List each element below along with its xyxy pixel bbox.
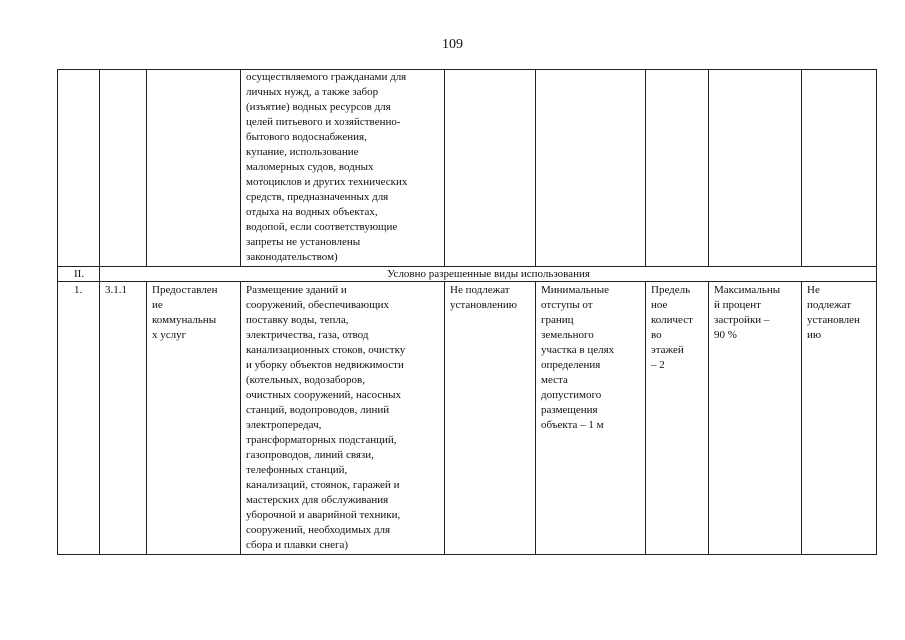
- page-number: 109: [442, 37, 463, 52]
- table-row: [58, 282, 877, 555]
- cell-area: Не подлежат установлению: [445, 282, 536, 555]
- land-use-table: [57, 69, 877, 555]
- cell-description: осуществляемого гражданами для личных нужд, а также забор (изъятие) водных ресурсов для целей питьевого и хозяйственно- бытового водоснабжения, купание, использование маломерных судов, водных мотоциклов и других технических средств, предназначенных для отдыха на водных объектах, водопой, если соответствующие запреты не установлены законодательством): [241, 70, 445, 267]
- cell-other: Не подлежат установлен ию: [802, 282, 877, 555]
- cell-number: 1.: [58, 282, 100, 555]
- section-row: [58, 267, 877, 282]
- cell-other: [802, 70, 877, 267]
- cell-description: Размещение зданий и сооружений, обеспечивающих поставку воды, тепла, электричества, газа, отвод канализационных стоков, очистку и уборку объектов недвижимости (котельных, водозаборов, очистных сооружений, насосных станций, водопроводов, линий электропередач, трансформаторных подстанций, газопроводов, линий связи, телефонных станций, канализаций, стоянок, гаражей и мастерских для обслуживания уборочной и аварийной техники, сооружений, необходимых для сбора и плавки снега): [241, 282, 445, 555]
- cell-number: [58, 70, 100, 267]
- cell-setbacks: Минимальные отступы от границ земельного участка в целях определения места допустимого размещения объекта – 1 м: [536, 282, 646, 555]
- cell-floors: [646, 70, 709, 267]
- cell-code: 3.1.1: [100, 282, 147, 555]
- cell-code: [100, 70, 147, 267]
- cell-setbacks: [536, 70, 646, 267]
- cell-floors: Предель ное количест во этажей – 2: [646, 282, 709, 555]
- cell-coverage: Максимальны й процент застройки – 90 %: [709, 282, 802, 555]
- section-title: Условно разрешенные виды использования: [100, 267, 877, 282]
- cell-name: Предоставлен ие коммунальны х услуг: [147, 282, 241, 555]
- cell-coverage: [709, 70, 802, 267]
- continuation-row: [58, 70, 877, 267]
- section-number: II.: [58, 267, 100, 282]
- cell-name: [147, 70, 241, 267]
- cell-area: [445, 70, 536, 267]
